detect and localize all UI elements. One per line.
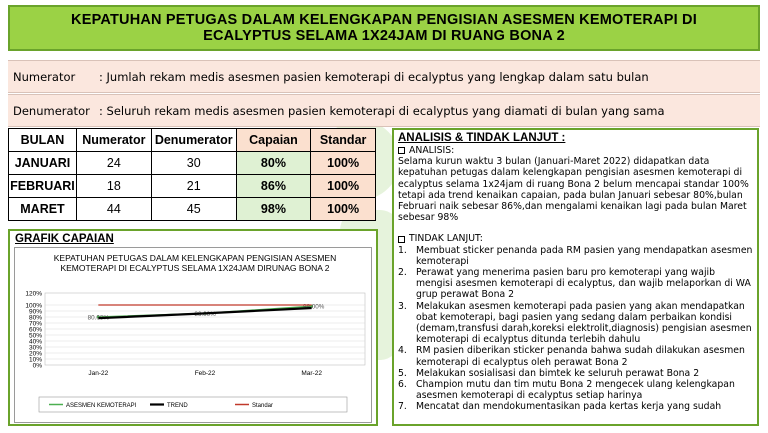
col-header-standar: Standar xyxy=(311,129,376,152)
legend-label: TREND xyxy=(167,403,188,409)
denumerator-text: : Seluruh rekam medis asesmen pasien kemoterapi di ecalyptus yang diamati di bulan yang sama xyxy=(99,103,665,118)
data-label: 80.00% xyxy=(87,314,110,322)
y-tick-label: 100% xyxy=(25,302,42,310)
list-item-number: 6. xyxy=(398,379,407,391)
analisis-label: ANALISIS: xyxy=(409,145,455,156)
list-item xyxy=(398,267,753,301)
table-row xyxy=(9,152,376,175)
x-tick-label: Jan-22 xyxy=(88,370,109,377)
y-tick-label: 0% xyxy=(32,362,42,370)
y-tick-label: 70% xyxy=(28,320,42,328)
list-item-text: Champion mutu dan tim mutu Bona 2 mengecek ulang kelengkapan asesmen kemoterapi di ecalyptus setiap harinya xyxy=(416,379,735,402)
col-header-numerator: Numerator xyxy=(76,129,151,152)
checkbox-bullet-icon xyxy=(398,147,405,154)
cell-denumerator: 30 xyxy=(151,152,236,175)
table-row xyxy=(9,198,376,221)
analysis-title: ANALISIS & TINDAK LANJUT : xyxy=(398,132,566,144)
col-header-bulan: BULAN xyxy=(9,129,77,152)
cell-denumerator: 45 xyxy=(151,198,236,221)
analisis-text: Selama kurun waktu 3 bulan (Januari-Maret 2022) didapatkan data kepatuhan petugas dalam kelengkapan pengisian asesmen kemoterapi di ecalyptus selama 1x24jam di ruang Bona 2 belum mencapai standar 100% tetapi ada trend kenaikan capaian, pada bulan Januari sebesar 80%,bulan Februari naik sebesar 86%,dan mengalami kenaikan lagi pada bulan Maret sebesar 98% xyxy=(398,156,749,224)
numerator-label: Numerator xyxy=(13,69,76,84)
data-label: 86.00% xyxy=(194,310,216,318)
table-row xyxy=(9,175,376,198)
tindak-lanjut-subheading xyxy=(398,233,753,244)
analysis-panel xyxy=(392,128,759,426)
numerator-definition-row xyxy=(8,60,760,93)
y-tick-label: 10% xyxy=(28,356,42,364)
list-item-number: 5. xyxy=(398,367,407,379)
list-item-text: Perawat yang menerima pasien baru pro kemoterapi yang wajib mengisi asesmen kemoterapi di ecalyptus, dan wajib melaporkan di WA grup perawat Bona 2 xyxy=(416,267,751,301)
list-item xyxy=(398,245,753,267)
list-item-number: 1. xyxy=(398,244,407,256)
grafik-panel xyxy=(8,229,378,426)
y-tick-label: 50% xyxy=(28,332,42,340)
cell-bulan: MARET xyxy=(9,198,77,221)
page-title: KEPATUHAN PETUGAS DALAM KELENGKAPAN PENGISIAN ASESMEN KEMOTERAPI DI ECALYPTUS SELAMA 1X24JAM DI RUANG BONA 2 xyxy=(71,12,697,44)
list-item-number: 4. xyxy=(398,345,407,357)
cell-standar: 100% xyxy=(311,152,376,175)
line-chart xyxy=(15,248,371,422)
cell-capaian: 86% xyxy=(236,175,311,198)
chart-title: KEPATUHAN PETUGAS DALAM KELENGKAPAN PENGISIAN ASESMEN KEMOTERAPI DI ECALYPTUS SELAMA 1X24JAM DIRUNAG BONA 2 xyxy=(53,253,337,273)
x-tick-label: Mar-22 xyxy=(301,370,322,377)
tindak-lanjut-list xyxy=(398,245,753,413)
y-tick-label: 40% xyxy=(28,338,42,346)
denumerator-definition-row xyxy=(8,94,760,127)
numerator-text: : Jumlah rekam medis asesmen pasien kemoterapi di ecalyptus yang lengkap dalam satu bulan xyxy=(99,69,649,84)
list-item-text: Mencatat dan mendokumentasikan pada kertas kerja yang sudah xyxy=(416,401,722,413)
cell-standar: 100% xyxy=(311,175,376,198)
cell-standar: 100% xyxy=(311,198,376,221)
analisis-subheading xyxy=(398,145,753,156)
list-item-number: 2. xyxy=(398,267,407,279)
list-item-number: 7. xyxy=(398,401,407,413)
list-item xyxy=(398,301,753,346)
list-item xyxy=(398,345,753,367)
legend-label: Standar xyxy=(252,403,274,409)
chart-frame xyxy=(14,247,372,423)
y-tick-label: 80% xyxy=(28,314,42,322)
y-tick-label: 20% xyxy=(28,350,42,358)
cell-capaian: 98% xyxy=(236,198,311,221)
data-label: 98.00% xyxy=(302,303,325,311)
legend-label: ASESMEN KEMOTERAPI xyxy=(66,403,137,409)
list-item xyxy=(398,401,753,412)
cell-numerator: 24 xyxy=(76,152,151,175)
summary-table xyxy=(8,128,376,221)
list-item-text: Melakukan asesmen kemoterapi pada pasien yang akan mendapatkan obat kemoterapi, bagi pasien yang sedang dalam perbaikan kondisi (demam,transfusi darah,koreksi elektrolit,diagnosis) pengisian asesmen kemoterapi di ecalyptus ditunda terlebih dahulu xyxy=(416,300,752,346)
list-item-text: RM pasien diberikan sticker penanda bahwa sudah dilakukan asesmen kemoterapi di ecalyptus oleh perawat Bona 2 xyxy=(416,345,745,368)
denumerator-label: Denumerator xyxy=(13,103,90,118)
cell-bulan: JANUARI xyxy=(9,152,77,175)
cell-numerator: 44 xyxy=(76,198,151,221)
list-item-text: Membuat sticker penanda pada RM pasien yang mendapatkan asesmen kemoterapi xyxy=(416,244,753,267)
y-tick-label: 60% xyxy=(28,326,42,334)
list-item-text: Melakukan sosialisasi dan bimtek ke seluruh perawat Bona 2 xyxy=(416,367,700,379)
table-header-row xyxy=(9,129,376,152)
page-header xyxy=(8,5,760,51)
list-item-number: 3. xyxy=(398,300,407,312)
col-header-denumerator: Denumerator xyxy=(151,129,236,152)
cell-denumerator: 21 xyxy=(151,175,236,198)
y-tick-label: 120% xyxy=(25,290,42,298)
cell-numerator: 18 xyxy=(76,175,151,198)
x-tick-label: Feb-22 xyxy=(194,370,216,377)
cell-capaian: 80% xyxy=(236,152,311,175)
y-tick-label: 30% xyxy=(28,344,42,352)
list-item xyxy=(398,379,753,401)
tindak-lanjut-label: TINDAK LANJUT: xyxy=(409,233,483,245)
checkbox-bullet-icon xyxy=(398,236,405,243)
grafik-heading: GRAFIK CAPAIAN xyxy=(15,233,114,245)
list-item xyxy=(398,368,753,379)
y-tick-label: 90% xyxy=(28,308,42,316)
col-header-capaian: Capaian xyxy=(236,129,311,152)
cell-bulan: FEBRUARI xyxy=(9,175,77,198)
